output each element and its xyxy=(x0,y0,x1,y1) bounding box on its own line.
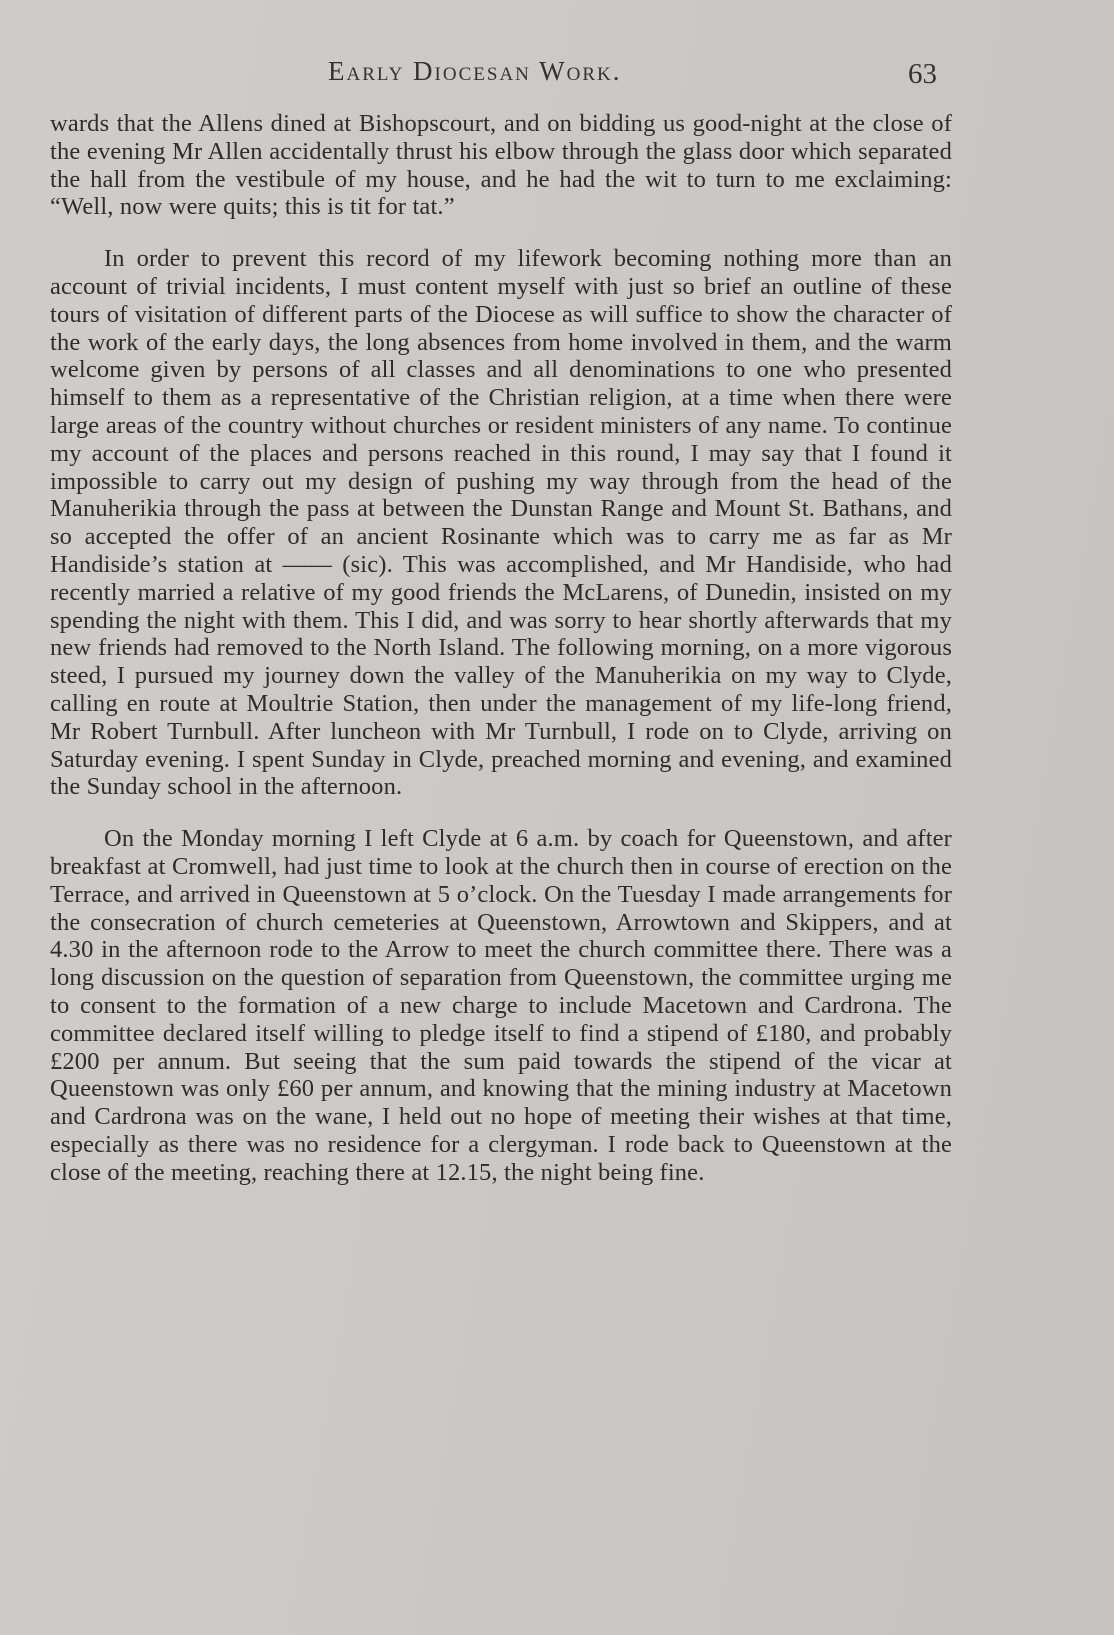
paragraph-queenstown-journey: On the Monday morning I left Clyde at 6 a.m. by coach for Queenstown, and after breakfast at Cromwell, had just time to look at the church then in course of erection on the Terrace, and arrived in Queenstown at 5 o’clock. On the Tuesday I made arrangements for the consecration of church cemeteries at Queenstown, Arrowtown and Skippers, and at 4.30 in the afternoon rode to the Arrow to meet the church committee there. There was a long discussion on the question of separation from Queenstown, the committee urging me to consent to the formation of a new charge to include Macetown and Cardrona. The committee declared itself willing to pledge itself to find a stipend of £180, and probably £200 per annum. But seeing that the sum paid towards the stipend of the vicar at Queenstown was only £60 per annum, and knowing that the mining industry at Macetown and Cardrona was on the wane, I held out no hope of meeting their wishes at that time, especially as there was no residence for a clergyman. I rode back to Queenstown at the close of the meeting, reaching there at 12.15, the night being fine. xyxy=(50,825,952,1186)
paragraph-tours-of-visitation: In order to prevent this record of my lifework becoming nothing more than an account of trivial incidents, I must content myself with just so brief an outline of these tours of visitation of different parts of the Diocese as will suffice to show the character of the work of the early days, the long absences from home involved in them, and the warm welcome given by persons of all classes and all denominations to one who presented himself to them as a representative of the Christian religion, at a time when there were large areas of the country without churches or resident ministers of any name. To continue my account of the places and persons reached in this round, I may say that I found it impossible to carry out my design of pushing my way through from the head of the Manuherikia through the pass at between the Dunstan Range and Mount St. Bathans, and so accepted the offer of an ancient Rosinante which was to carry me as far as Mr Handiside’s station at —— (sic). This was accomplished, and Mr Handiside, who had recently married a relative of my good friends the McLarens, of Dunedin, insisted on my spending the night with them. This I did, and was sorry to hear shortly afterwards that my new friends had removed to the North Island. The following morning, on a more vigorous steed, I pursued my journey down the valley of the Manuherikia on my way to Clyde, calling en route at Moultrie Station, then under the management of my life-long friend, Mr Robert Turnbull. After luncheon with Mr Turnbull, I rode on to Clyde, arriving on Saturday evening. I spent Sunday in Clyde, preached morning and evening, and examined the Sunday school in the afternoon. xyxy=(50,245,952,801)
running-head xyxy=(0,52,1114,92)
chapter-running-title: Early Diocesan Work. xyxy=(328,56,622,86)
body-text xyxy=(50,110,952,1186)
paragraph-continued: wards that the Allens dined at Bishopscourt, and on bidding us good-night at the close of the evening Mr Allen accidentally thrust his elbow through the glass door which separated the hall from the vestibule of my house, and he had the wit to turn to me exclaiming: “Well, now were quits; this is tit for tat.” xyxy=(50,110,952,221)
page-number: 63 xyxy=(908,58,937,90)
